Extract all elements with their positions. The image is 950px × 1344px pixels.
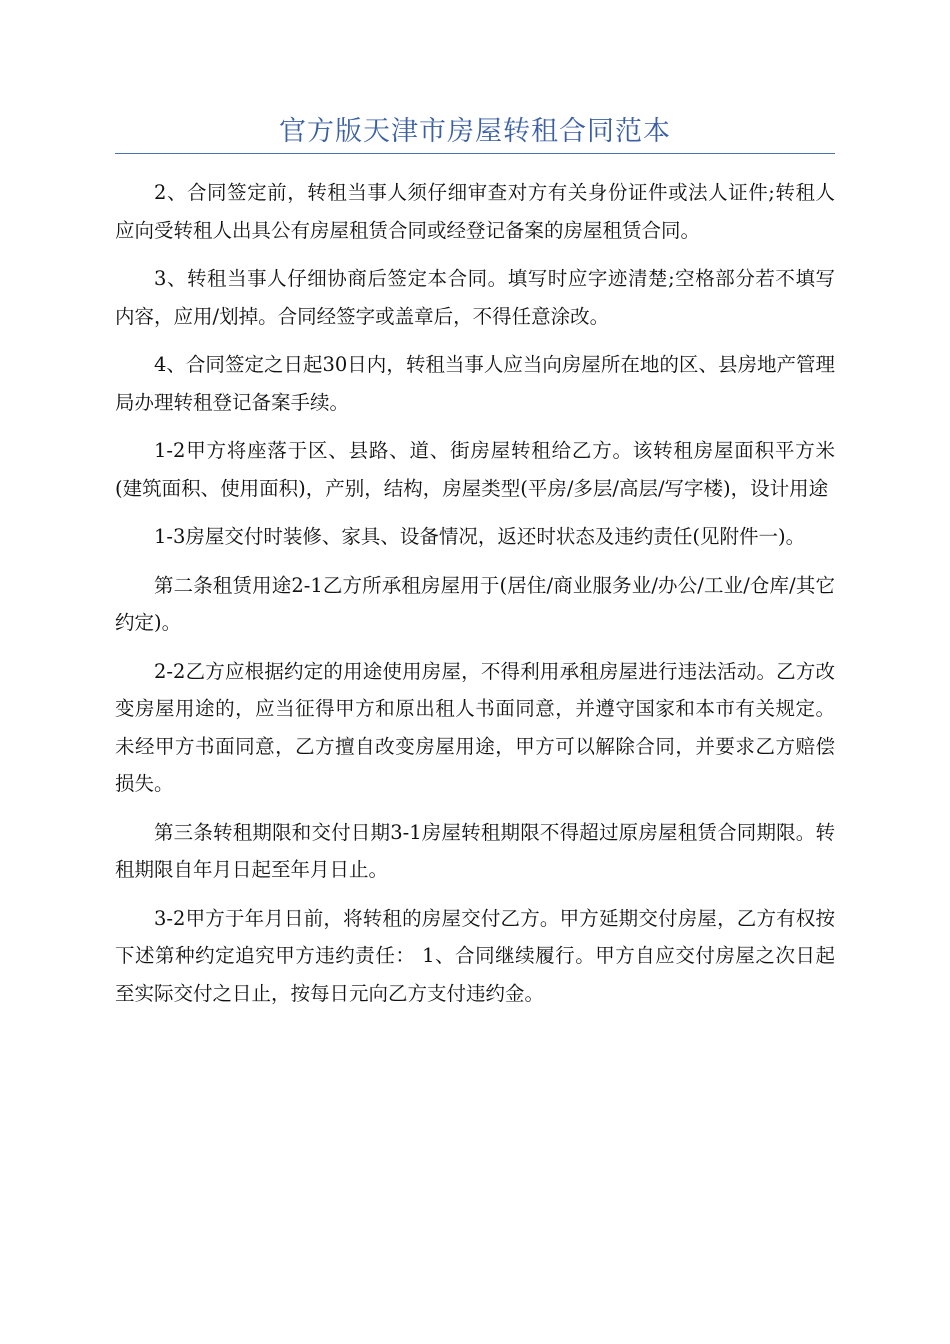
document-title: 官方版天津市房屋转租合同范本: [279, 116, 671, 147]
paragraph-article-3: 第三条转租期限和交付日期3-1房屋转租期限不得超过原房屋租赁合同期限。转租期限自年月日起至年月日止。: [115, 820, 835, 881]
paragraph-clause-2: 2、合同签定前，转租当事人须仔细审查对方有关身份证件或法人证件;转租人应向受转租人出具公有房屋租赁合同或经登记备案的房屋租赁合同。: [115, 181, 835, 242]
paragraph-1-2: 1-2甲方将座落于区、县路、道、街房屋转租给乙方。该转租房屋面积平方米(建筑面积、使用面积)，产别，结构，房屋类型(平房/多层/高层/写字楼)，设计用途: [115, 439, 835, 500]
paragraph-clause-4: 4、合同签定之日起30日内，转租当事人应当向房屋所在地的区、县房地产管理局办理转租登记备案手续。: [115, 353, 835, 414]
paragraph-clause-3: 3、转租当事人仔细协商后签定本合同。填写时应字迹清楚;空格部分若不填写内容，应用/划掉。合同经签字或盖章后，不得任意涂改。: [115, 267, 835, 328]
paragraph-3-2: 3-2甲方于年月日前，将转租的房屋交付乙方。甲方延期交付房屋，乙方有权按下述第种约定追究甲方违约责任： 1、合同继续履行。甲方自应交付房屋之次日起至实际交付之日止，按每日元向乙方支付违约金。: [115, 906, 835, 1005]
document-body: [115, 174, 835, 1023]
paragraph-2-2: 2-2乙方应根据约定的用途使用房屋，不得利用承租房屋进行违法活动。乙方改变房屋用途的，应当征得甲方和原出租人书面同意，并遵守国家和本市有关规定。未经甲方书面同意，乙方擅自改变房屋用途，甲方可以解除合同，并要求乙方赔偿损失。: [115, 659, 835, 795]
paragraph-1-3: 1-3房屋交付时装修、家具、设备情况，返还时状态及违约责任(见附件一)。: [154, 525, 806, 548]
paragraph-article-2: 第二条租赁用途2-1乙方所承租房屋用于(居住/商业服务业/办公/工业/仓库/其它约定)。: [115, 573, 835, 634]
title-underline: [115, 153, 835, 154]
